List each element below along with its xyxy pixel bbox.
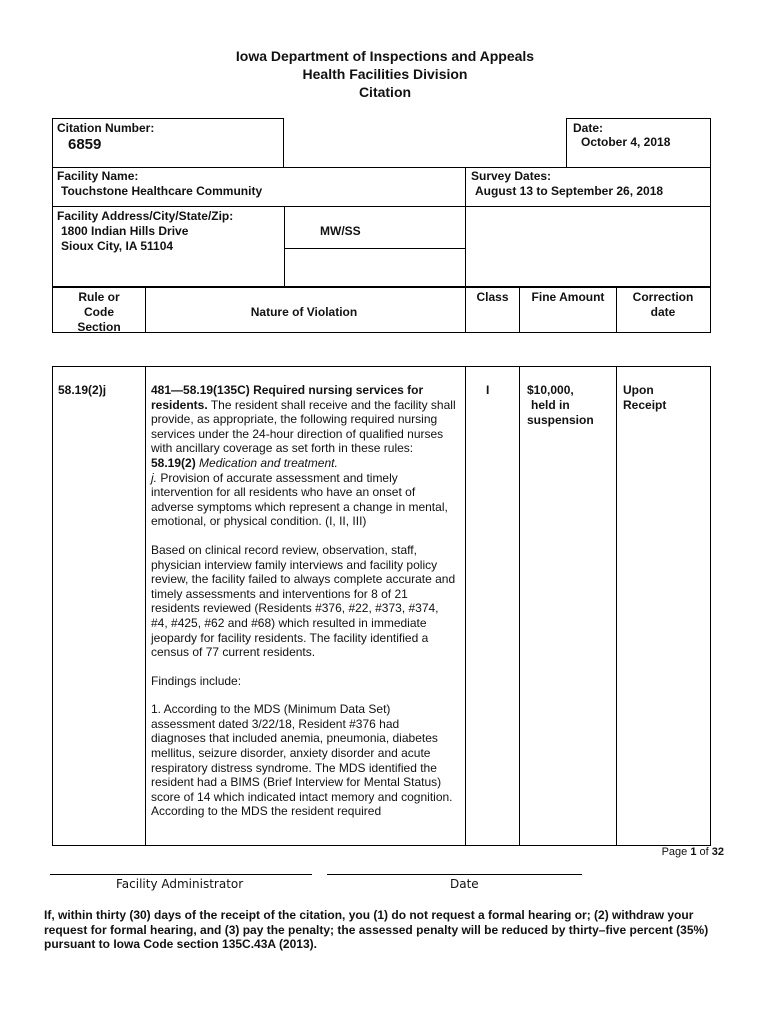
col-fine-label: Fine Amount [531,290,605,304]
fine-amount-value [527,383,594,428]
row-class-cell [465,366,520,846]
fine-line2: held in [531,398,570,412]
finding-1: 1. According to the MDS (Minimum Data Set) assessment dated 3/22/18, Resident #376 had diagnoses that included anemia, pneumonia, diabetes mellitus, seizure disorder, anxiety disorder and acute respiratory distress syndrome. The MDS identified the resident had a BIMS (Brief Interview for Mental Status) score of 14 which indicated intact memory and cognition. According to the MDS the resident required [151,702,453,819]
rule-heading: 481—58.19(135C) Required nursing services for residents. [151,383,424,412]
citation-number: 6859 [68,136,102,153]
findings-summary: Based on clinical record review, observation, staff, physician interview family interviews and facility policy review, the facility failed to always complete accurate and timely assessments and interventions for 8 of 21 residents reviewed (Residents #376, #22, #373, #374, #4, #425, #62 and #68) which resulted in immediate jeopardy for facility residents. The facility identified a census of 77 current residents. [151,542,456,660]
facility-address-line1: 1800 Indian Hills Drive [61,224,189,238]
citation-number-label: Citation Number: [57,121,155,135]
date-label: Date: [573,121,604,135]
row-fine-cell [519,366,617,846]
rule-description: The resident shall receive and the facility shall provide, as appropriate, the following required nursing services under the 24-hour direction of qualified nurses with ancillary coverage as set forth in these rules: [151,397,456,456]
correction-line2: Receipt [623,398,667,412]
class-value: I [486,383,490,397]
row-correction-cell [616,366,711,846]
facility-name-label: Facility Name: [57,169,139,183]
date-signature-label: Date [450,877,479,891]
admin-signature-label: Facility Administrator [116,877,244,891]
surveyor-initials: MW/SS [320,224,361,238]
correction-date-value [623,383,666,413]
rule-paragraph [151,383,457,456]
col-nature-label: Nature of Violation [250,305,358,319]
fine-line3: suspension [527,413,594,427]
department-title: Iowa Department of Inspections and Appeals [235,48,535,64]
col-rule-label: Rule or Code Section [77,290,121,334]
sub-rule-paragraph [151,456,457,471]
sub-rule-title: Medication and treatment. [195,455,338,470]
item-letter: j. [151,470,157,485]
document-title: Citation [358,84,412,100]
surveyor-lower-box [284,248,466,287]
row-rule-cell [52,366,146,846]
penalty-reduction-note: If, within thirty (30) days of the receipt of the citation, you (1) do not request a formal hearing or; (2) withdraw your request for formal hearing, and (3) pay the penalty; the assessed penalty will be reduced by thirty–five percent (35%) pursuant to Iowa Code section 135C.43A (2013). [44,908,709,951]
col-correction-label: Correction date [632,290,694,319]
col-class-label: Class [476,290,509,304]
survey-dates: August 13 to September 26, 2018 [475,184,664,198]
item-paragraph [151,471,457,529]
facility-name: Touchstone Healthcare Community [61,184,263,198]
surveyor-box [284,206,466,249]
facility-address-line2: Sioux City, IA 51104 [61,239,174,253]
survey-dates-label: Survey Dates: [471,169,552,183]
item-text: Provision of accurate assessment and timely intervention for all residents who have an onset of adverse symptoms which represent a change in mental, emotional, or physical condition. (I, II, III) [151,470,448,529]
rule-section-value: 58.19(2)j [58,383,107,397]
page-total: 32 [711,846,724,858]
fine-line1: $10,000, [527,383,574,397]
page-current: 1 [690,846,697,858]
date-signature-line [327,874,582,875]
survey-extra-box [465,206,711,287]
facility-address-label: Facility Address/City/State/Zip: [57,209,234,223]
page-number [662,846,724,858]
citation-date: October 4, 2018 [581,135,671,149]
findings-intro: Findings include: [151,673,242,688]
page-prefix: Page [661,846,691,858]
page-of: of [696,846,712,858]
document-header [0,47,770,101]
sub-rule-number: 58.19(2) [151,455,196,470]
violation-text [151,383,457,819]
admin-signature-line [50,874,312,875]
correction-line1: Upon [623,383,654,397]
division-title: Health Facilities Division [302,66,468,82]
